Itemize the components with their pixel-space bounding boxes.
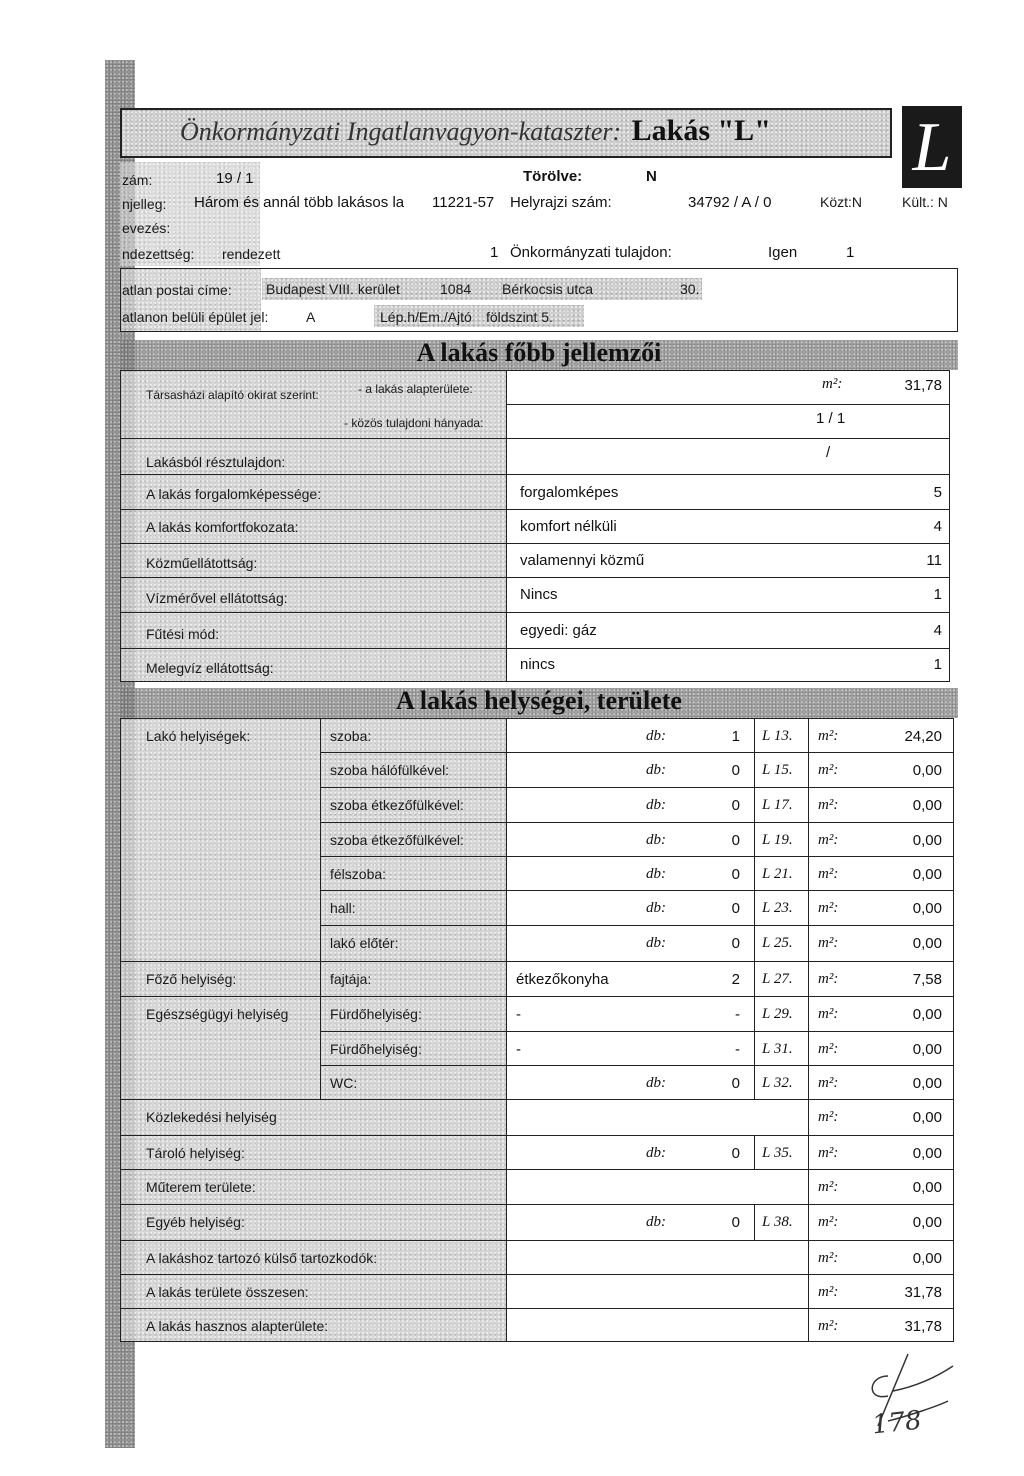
l-code: L 25. (762, 935, 793, 951)
db-label: db: (646, 832, 666, 848)
row-line (120, 996, 954, 997)
room-count: 0 (731, 1075, 740, 1092)
room-name: szoba étkezőfülkével: (330, 797, 464, 813)
epulet-label: atlanon belüli épület jel: (122, 309, 269, 325)
col-line (754, 718, 755, 1099)
room-area: 0,00 (912, 1179, 942, 1196)
room-group: A lakáshoz tartozó külső tartozkodók: (146, 1250, 378, 1266)
torolve-label: Törölve: (523, 168, 583, 185)
l-code: L 27. (762, 971, 793, 987)
m2-label: m²: (818, 1179, 839, 1195)
rendezettseg-label: ndezettség: (122, 246, 195, 262)
room-count: 0 (731, 866, 740, 883)
room-name: lakó előtér: (330, 935, 399, 951)
m2-label: m²: (818, 762, 839, 778)
room-count: 0 (731, 797, 740, 814)
s1-r8-code: 1 (933, 656, 942, 673)
room-count: - (735, 1041, 740, 1058)
room-name: Fürdőhelyiség: (330, 1006, 422, 1022)
s1-r3-code: 5 (933, 484, 942, 501)
m2-label: m²: (818, 1214, 839, 1230)
room-group: Egészségügyi helyiség (146, 1006, 289, 1022)
m2-label: m²: (818, 1318, 839, 1334)
row-line (320, 752, 954, 753)
row-line (120, 1135, 954, 1136)
m2-label: m²: (818, 935, 839, 951)
s1-r0-sub: - a lakás alapterülete: (358, 382, 473, 396)
col-line (320, 718, 321, 1099)
m2-label: m²: (818, 971, 839, 987)
room-area: 31,78 (904, 1284, 942, 1301)
room-group: Lakó helyiségek: (146, 728, 251, 744)
postai-city: Budapest VIII. kerület (266, 281, 400, 297)
m2-label: m²: (818, 1145, 839, 1161)
room-area: 0,00 (912, 797, 942, 814)
szam-label: zám: (122, 172, 153, 188)
l-code: L 31. (762, 1041, 793, 1057)
row-line (320, 890, 954, 891)
db-label: db: (646, 1214, 666, 1230)
row-line (120, 1240, 954, 1241)
szam-value: 19 / 1 (216, 170, 254, 187)
l-code: L 38. (762, 1214, 793, 1230)
room-area: 0,00 (912, 1041, 942, 1058)
l-code: L 35. (762, 1145, 793, 1161)
badge-letter: L (912, 109, 952, 186)
l-code: L 32. (762, 1075, 793, 1091)
room-area: 0,00 (912, 1250, 942, 1267)
room-desc: - (516, 1041, 521, 1058)
helyrajzi-value: 34792 / A / 0 (688, 194, 772, 211)
s1-r4-text: komfort nélküli (520, 518, 617, 535)
jelleg-value: Három és annál több lakásos la (194, 194, 405, 211)
room-area: 0,00 (912, 1109, 942, 1126)
kozt-label: Közt:N (820, 194, 863, 210)
col-line (754, 1204, 755, 1240)
row-line (120, 1308, 954, 1309)
m2-label: m²: (818, 900, 839, 916)
s1-r7-code: 4 (933, 622, 942, 639)
room-area: 24,20 (904, 728, 942, 745)
room-group: Tároló helyiség: (146, 1145, 245, 1161)
l-code: L 19. (762, 832, 793, 848)
header-title-italic: Önkormányzati Ingatlanvagyon-kataszter: (180, 117, 622, 146)
room-name: WC: (330, 1075, 358, 1091)
lep-label: Lép.h/Em./Ajtó (380, 309, 472, 325)
col-line (808, 718, 809, 1342)
room-count: 1 (731, 728, 740, 745)
row-line (120, 1204, 954, 1205)
room-count: 0 (731, 832, 740, 849)
row-line (120, 961, 954, 962)
s1-r5-text: valamennyi közmű (520, 552, 645, 569)
s1-r6-text: Nincs (520, 586, 558, 603)
handwritten-number: 178 (870, 1405, 924, 1441)
m2-label: m²: (818, 866, 839, 882)
s1-r0-label: Társasházi alapító okirat szerint: (146, 388, 319, 402)
db-label: db: (646, 935, 666, 951)
l-code: L 21. (762, 866, 793, 882)
l-code: L 23. (762, 900, 793, 916)
room-desc: étkezőkonyha (516, 971, 609, 988)
room-desc: - (516, 1006, 521, 1023)
room-group: Egyéb helyiség: (146, 1214, 245, 1230)
m2-label: m²: (818, 728, 839, 744)
section2-title: A lakás helységei, területe (396, 686, 682, 715)
torolve-value: N (646, 168, 657, 185)
room-group: Közlekedési helyiség (146, 1109, 277, 1125)
room-count: 2 (731, 971, 740, 988)
room-count: 0 (731, 762, 740, 779)
l-code: L 29. (762, 1006, 793, 1022)
room-count: - (735, 1006, 740, 1023)
nevezes-label: evezés: (122, 220, 171, 236)
room-area: 0,00 (912, 1006, 942, 1023)
lep-value: földszint 5. (486, 309, 553, 325)
s1-r3-label: A lakás forgalomképessége: (146, 486, 322, 502)
room-name: félszoba: (330, 866, 387, 882)
row-line (120, 1169, 954, 1170)
l-code: L 13. (762, 728, 793, 744)
room-group: A lakás hasznos alapterülete: (146, 1318, 329, 1334)
db-label: db: (646, 900, 666, 916)
room-count: 0 (731, 1145, 740, 1162)
s1-r6-label: Vízmérővel ellátottság: (146, 590, 288, 606)
m2-label: m²: (818, 1006, 839, 1022)
s1-r1-sub: - közös tulajdoni hányada: (344, 416, 484, 430)
room-count: 0 (731, 900, 740, 917)
room-name: szoba: (330, 728, 372, 744)
room-group: Főző helyiség: (146, 971, 237, 987)
helyrajzi-label: Helyrajzi szám: (510, 194, 612, 211)
row-line (120, 1274, 954, 1275)
s1-r2-label: Lakásból résztulajdon: (146, 454, 286, 470)
row-line (320, 1065, 954, 1066)
room-group: A lakás területe összesen: (146, 1284, 309, 1300)
postai-label: atlan postai címe: (122, 282, 232, 298)
jelleg-code: 11221-57 (432, 194, 495, 211)
m2-label: m²: (818, 797, 839, 813)
onk-code: 1 (846, 244, 855, 261)
row-line (320, 856, 954, 857)
row-line (320, 925, 954, 926)
col-line (754, 1135, 755, 1169)
m2-label: m²: (818, 1075, 839, 1091)
room-area: 7,58 (912, 971, 942, 988)
postai-zip: 1084 (440, 281, 472, 297)
epulet-value: A (306, 309, 316, 325)
room-name: Fürdőhelyiség: (330, 1041, 422, 1057)
jelleg-label: njelleg: (122, 196, 167, 212)
s1-r4-code: 4 (933, 518, 942, 535)
rendezettseg-code: 1 (490, 244, 499, 261)
header-title (180, 114, 771, 148)
s1-r0-unit: m²: (822, 376, 843, 392)
m2-label: m²: (818, 1250, 839, 1266)
room-area: 0,00 (912, 900, 942, 917)
onk-label: Önkormányzati tulajdon: (510, 244, 672, 261)
m2-label: m²: (818, 1041, 839, 1057)
row-line (320, 1031, 954, 1032)
db-label: db: (646, 728, 666, 744)
room-area: 0,00 (912, 1145, 942, 1162)
header-title-bold: Lakás "L" (631, 114, 771, 147)
postai-street: Bérkocsis utca (502, 281, 594, 297)
db-label: db: (646, 797, 666, 813)
s1-r3-text: forgalomképes (520, 484, 619, 501)
row-line (120, 1099, 954, 1100)
onk-value: Igen (768, 244, 798, 261)
db-label: db: (646, 1145, 666, 1161)
db-label: db: (646, 762, 666, 778)
rendezettseg-value: rendezett (222, 246, 281, 262)
row-line (320, 787, 954, 788)
m2-label: m²: (818, 1109, 839, 1125)
room-group: Műterem területe: (146, 1179, 256, 1195)
room-area: 31,78 (904, 1318, 942, 1335)
room-count: 0 (731, 935, 740, 952)
s1-r7-label: Fűtési mód: (146, 626, 220, 642)
room-count: 0 (731, 1214, 740, 1231)
s1-r8-text: nincs (520, 656, 556, 673)
room-area: 0,00 (912, 866, 942, 883)
s1-r0-value: 31,78 (904, 377, 942, 394)
s1-r5-code: 11 (926, 552, 942, 569)
s1-r2-value: / (826, 444, 831, 461)
room-name: szoba hálófülkével: (330, 762, 450, 778)
kult-label: Kült.: N (902, 194, 948, 210)
db-label: db: (646, 866, 666, 882)
s1-r1-value: 1 / 1 (816, 410, 846, 427)
col-line (506, 718, 507, 1342)
room-name: fajtája: (330, 971, 372, 987)
s1-r8-label: Melegvíz ellátottság: (146, 660, 274, 676)
m2-label: m²: (818, 1284, 839, 1300)
db-label: db: (646, 1075, 666, 1091)
row-line (320, 822, 954, 823)
s1-r7-text: egyedi: gáz (520, 622, 597, 639)
s1-r4-label: A lakás komfortfokozata: (146, 519, 299, 535)
m2-label: m²: (818, 832, 839, 848)
room-area: 0,00 (912, 1075, 942, 1092)
room-name: szoba étkezőfülkével: (330, 832, 464, 848)
room-area: 0,00 (912, 762, 942, 779)
room-name: hall: (330, 900, 356, 916)
l-code: L 15. (762, 762, 793, 778)
l-code: L 17. (762, 797, 793, 813)
s1-r6-code: 1 (933, 586, 942, 603)
room-area: 0,00 (912, 935, 942, 952)
room-area: 0,00 (912, 1214, 942, 1231)
postai-no: 30. (680, 281, 700, 297)
room-area: 0,00 (912, 832, 942, 849)
s1-r5-label: Közműellátottság: (146, 555, 258, 571)
section1-title: A lakás főbb jellemzői (416, 338, 662, 367)
